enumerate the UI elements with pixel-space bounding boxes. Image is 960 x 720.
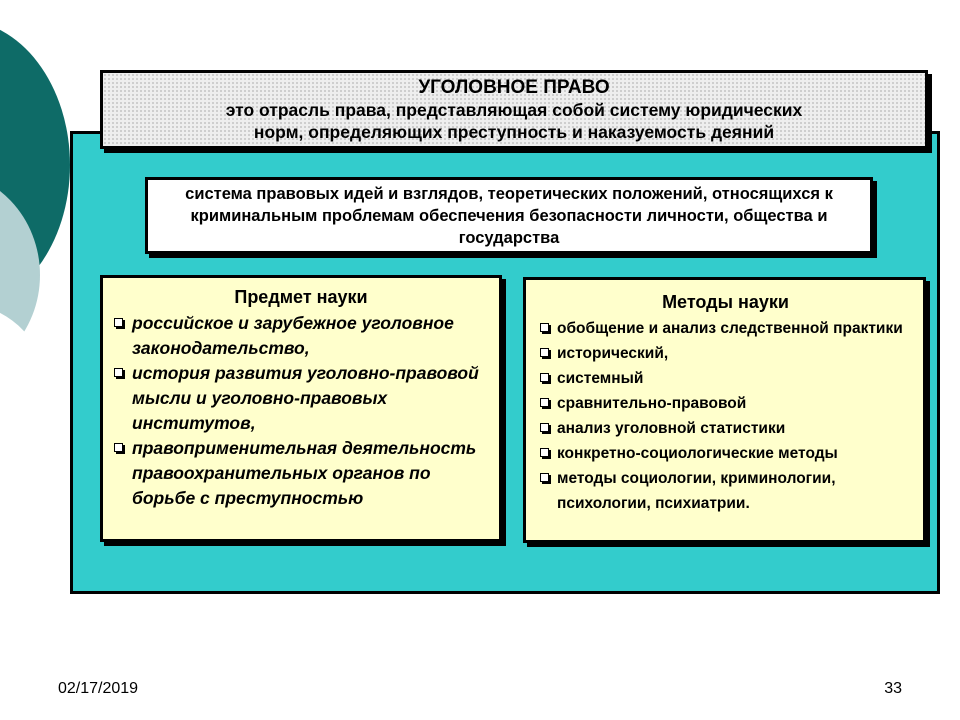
list-item bbox=[538, 441, 913, 466]
subject-box bbox=[100, 275, 502, 542]
methods-box bbox=[523, 277, 926, 543]
list-item bbox=[538, 341, 913, 366]
list-item-text: российское и зарубежное уголовное законодательство, bbox=[132, 313, 454, 358]
list-item-text: сравнительно-правовой bbox=[557, 395, 747, 412]
subject-list bbox=[113, 311, 489, 511]
checkbox-bullet-icon bbox=[540, 348, 549, 357]
checkbox-bullet-icon bbox=[540, 473, 549, 482]
ideas-box bbox=[145, 177, 873, 254]
methods-heading: Методы науки bbox=[662, 292, 789, 312]
slide-title: УГОЛОВНОЕ ПРАВО bbox=[418, 77, 610, 98]
subject-heading: Предмет науки bbox=[234, 287, 368, 307]
list-item-text: методы социологии, криминологии, психологии, психиатрии. bbox=[557, 470, 836, 512]
list-item-text: правоприменительная деятельность правоохранительных органов по борьбе с преступностью bbox=[132, 438, 477, 508]
checkbox-bullet-icon bbox=[114, 368, 123, 377]
list-item-text: системный bbox=[557, 370, 644, 387]
ideas-text: система правовых идей и взглядов, теоретических положений, относящихся к криминальным проблемам обеспечения безопасности личности, общества и государства bbox=[185, 184, 833, 247]
list-item bbox=[538, 466, 913, 516]
list-item bbox=[113, 436, 489, 511]
definition-line-2: норм, определяющих преступность и наказуемость деяний bbox=[253, 122, 775, 142]
list-item bbox=[538, 391, 913, 416]
footer-date: 02/17/2019 bbox=[58, 680, 139, 697]
list-item bbox=[113, 361, 489, 436]
definition-line-1: это отрасль права, представляющая собой систему юридических bbox=[225, 100, 803, 120]
list-item-text: история развития уголовно-правовой мысли и уголовно-правовых институтов, bbox=[132, 363, 479, 433]
list-item-text: анализ уголовной статистики bbox=[557, 420, 786, 437]
list-item bbox=[113, 311, 489, 361]
methods-list bbox=[538, 316, 913, 516]
checkbox-bullet-icon bbox=[540, 323, 549, 332]
checkbox-bullet-icon bbox=[540, 448, 549, 457]
checkbox-bullet-icon bbox=[540, 373, 549, 382]
list-item bbox=[538, 416, 913, 441]
list-item-text: исторический, bbox=[557, 345, 669, 362]
list-item bbox=[538, 316, 913, 341]
checkbox-bullet-icon bbox=[114, 318, 123, 327]
list-item bbox=[538, 366, 913, 391]
title-box bbox=[100, 70, 928, 149]
page-number: 33 bbox=[884, 680, 902, 697]
list-item-text: конкретно-социологические методы bbox=[557, 445, 838, 462]
checkbox-bullet-icon bbox=[540, 423, 549, 432]
list-item-text: обобщение и анализ следственной практики bbox=[557, 320, 903, 337]
checkbox-bullet-icon bbox=[114, 443, 123, 452]
checkbox-bullet-icon bbox=[540, 398, 549, 407]
